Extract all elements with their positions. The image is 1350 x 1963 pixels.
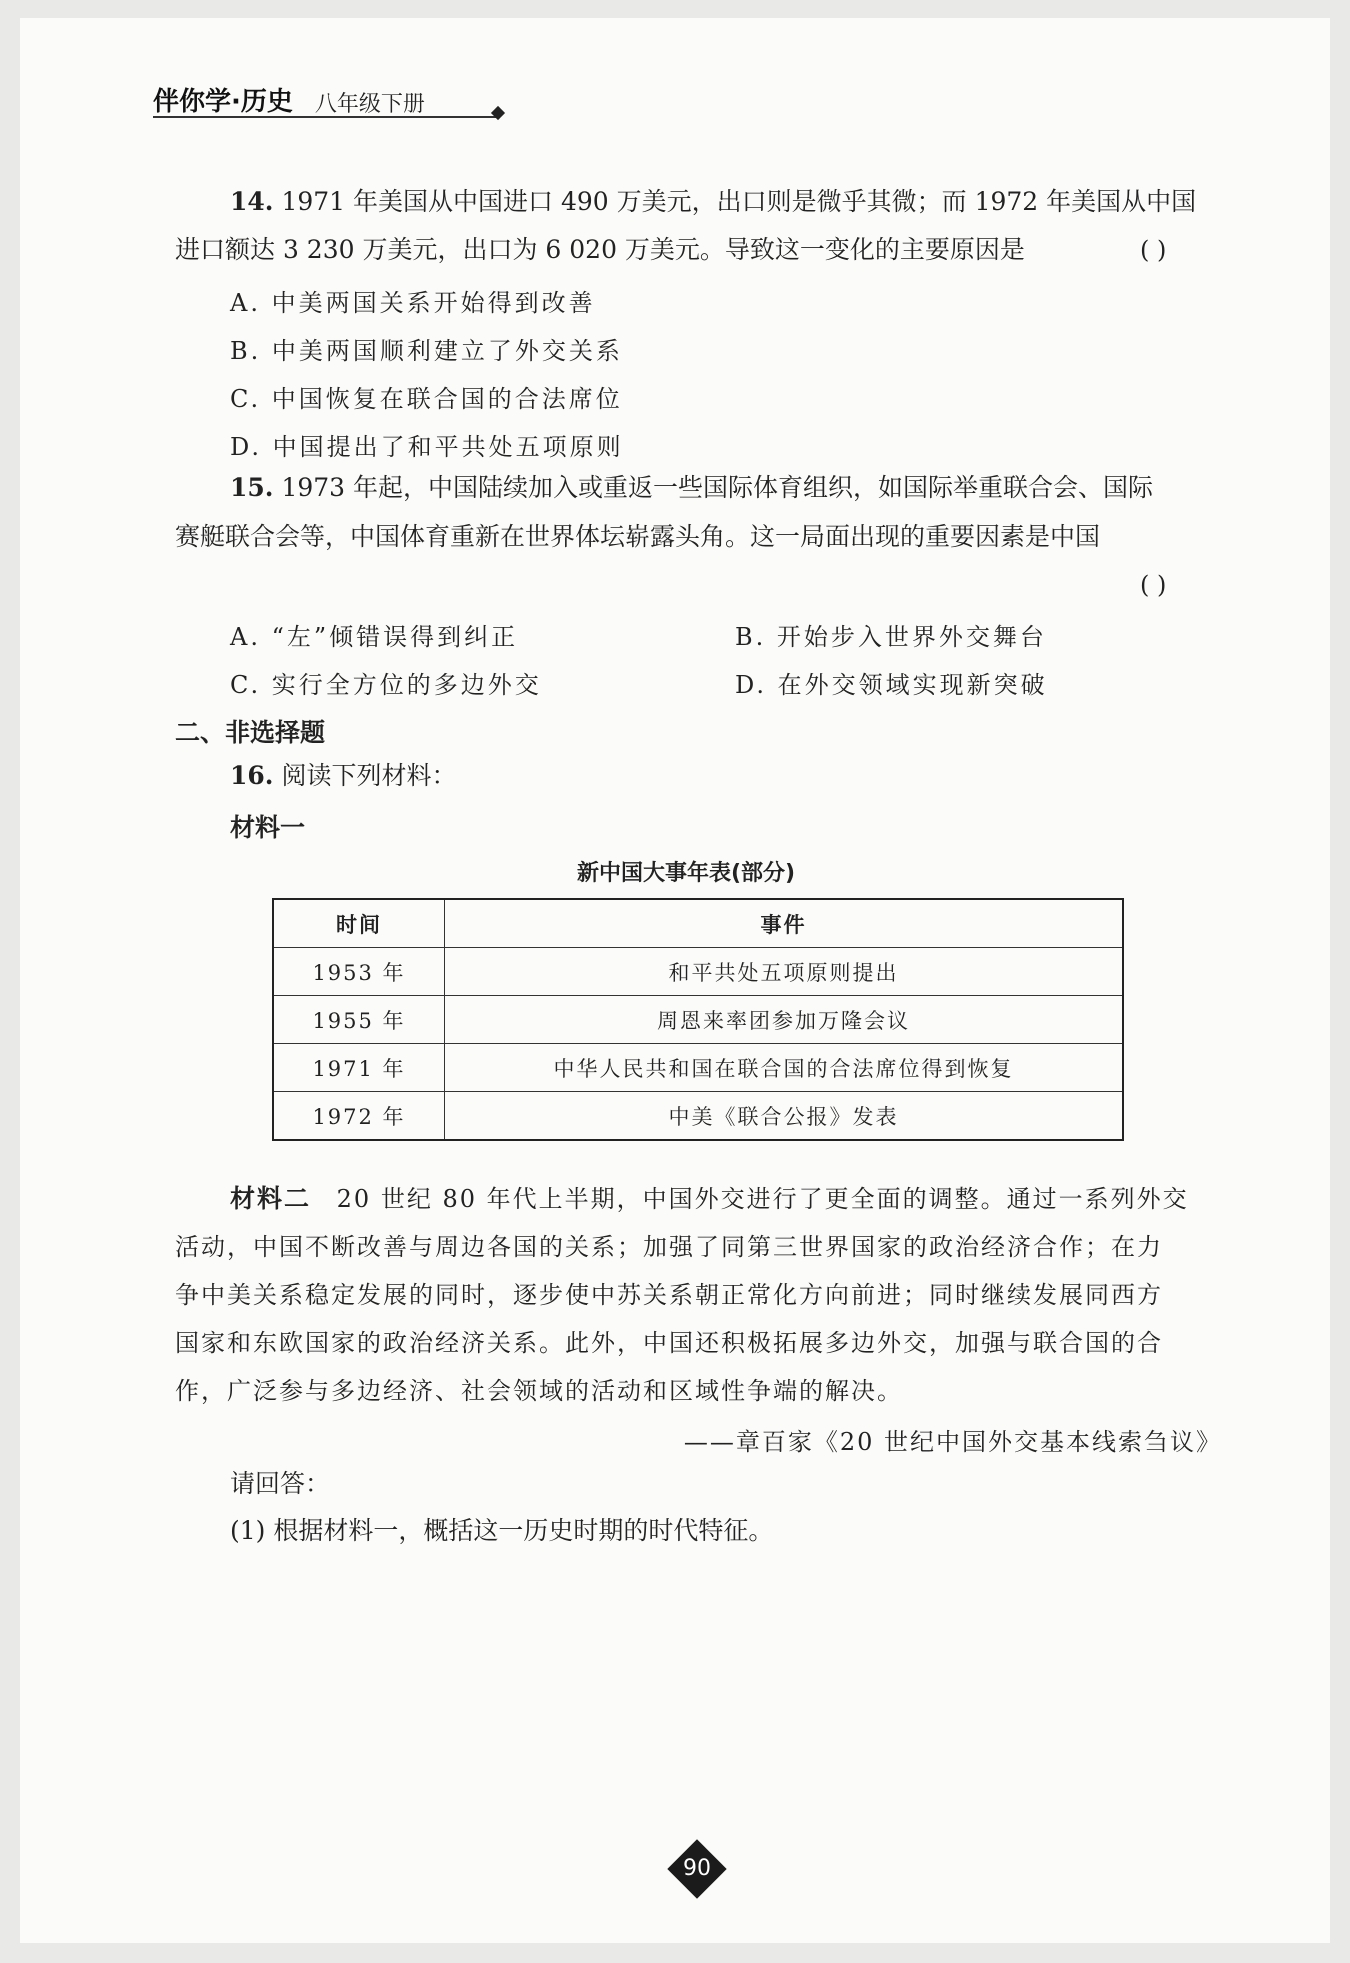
header-rule [153, 116, 498, 118]
question-text: 1971 年美国从中国进口 490 万美元，出口则是微乎其微；而 1972 年美国从中国 [281, 187, 1197, 216]
prompt-answer: 请回答： [230, 1469, 331, 1498]
option-c: C. 实行全方位的多边外交 [230, 671, 542, 699]
material-2-label: 材料二 [230, 1184, 312, 1213]
column-header-event: 事件 [445, 899, 1124, 948]
answer-blank: ( ) [1140, 571, 1167, 599]
material-2-line-2: 活动，中国不断改善与周边各国的关系；加强了同第三世界国家的政治经济合作；在力 [175, 1233, 1163, 1261]
question-text: 1973 年起，中国陆续加入或重返一些国际体育组织，如国际举重联合会、国际 [281, 473, 1154, 502]
option-c: C. 中国恢复在联合国的合法席位 [230, 385, 623, 413]
book-title: 伴你学·历史 [153, 87, 293, 117]
question-number: 15. [230, 473, 274, 502]
sub-question-1: (1) 根据材料一，概括这一历史时期的时代特征。 [230, 1516, 774, 1545]
column-header-time: 时间 [273, 899, 445, 948]
event-cell: 和平共处五项原则提出 [445, 948, 1124, 996]
page-number: 90 [683, 1856, 711, 1881]
material-2-line-1 [230, 1175, 1189, 1223]
material-2-line-5: 作，广泛参与多边经济、社会领域的活动和区域性争端的解决。 [175, 1377, 903, 1405]
material-2-line-4: 国家和东欧国家的政治经济关系。此外，中国还积极拓展多边外交，加强与联合国的合 [175, 1329, 1163, 1357]
citation: ——章百家《20 世纪中国外交基本线索刍议》 [683, 1428, 1222, 1456]
question-15-line-1 [230, 471, 1153, 505]
question-16-intro [230, 759, 456, 793]
question-number: 14. [230, 187, 274, 216]
question-number: 16. [230, 761, 274, 790]
option-b: B. 中美两国顺利建立了外交关系 [230, 337, 623, 365]
year-cell: 1971 年 [273, 1044, 445, 1092]
table-title: 新中国大事年表(部分) [577, 861, 796, 886]
question-14-line-1 [230, 185, 1196, 219]
table-header-row [273, 899, 1123, 948]
option-d: D. 中国提出了和平共处五项原则 [230, 433, 624, 461]
year-cell: 1972 年 [273, 1092, 445, 1141]
option-a: A. “左”倾错误得到纠正 [230, 623, 519, 651]
material-2-text: 20 世纪 80 年代上半期，中国外交进行了更全面的调整。通过一系列外交 [336, 1185, 1189, 1213]
section-heading: 二、非选择题 [175, 718, 326, 747]
question-15-line-2: 赛艇联合会等，中国体育重新在世界体坛崭露头角。这一局面出现的重要因素是中国 [175, 522, 1101, 551]
answer-blank: ( ) [1140, 236, 1167, 264]
running-header [153, 68, 425, 118]
year-cell: 1955 年 [273, 996, 445, 1044]
events-table [272, 898, 1124, 1141]
question-text: 阅读下列材料： [281, 761, 457, 790]
grade-label: 八年级下册 [314, 92, 425, 117]
event-cell: 周恩来率团参加万隆会议 [445, 996, 1124, 1044]
table-row [273, 996, 1123, 1044]
material-1-label: 材料一 [230, 813, 306, 842]
event-cell: 中美《联合公报》发表 [445, 1092, 1124, 1141]
table-row [273, 1092, 1123, 1141]
table-row [273, 948, 1123, 996]
question-14-line-2: 进口额达 3 230 万美元，出口为 6 020 万美元。导致这一变化的主要原因是 [175, 235, 1025, 264]
option-b: B. 开始步入世界外交舞台 [735, 623, 1047, 651]
table-row [273, 1044, 1123, 1092]
year-cell: 1953 年 [273, 948, 445, 996]
material-2-line-3: 争中美关系稳定发展的同时，逐步使中苏关系朝正常化方向前进；同时继续发展同西方 [175, 1281, 1163, 1309]
option-d: D. 在外交领域实现新突破 [735, 671, 1048, 699]
event-cell: 中华人民共和国在联合国的合法席位得到恢复 [445, 1044, 1124, 1092]
option-a: A. 中美两国关系开始得到改善 [230, 289, 596, 317]
